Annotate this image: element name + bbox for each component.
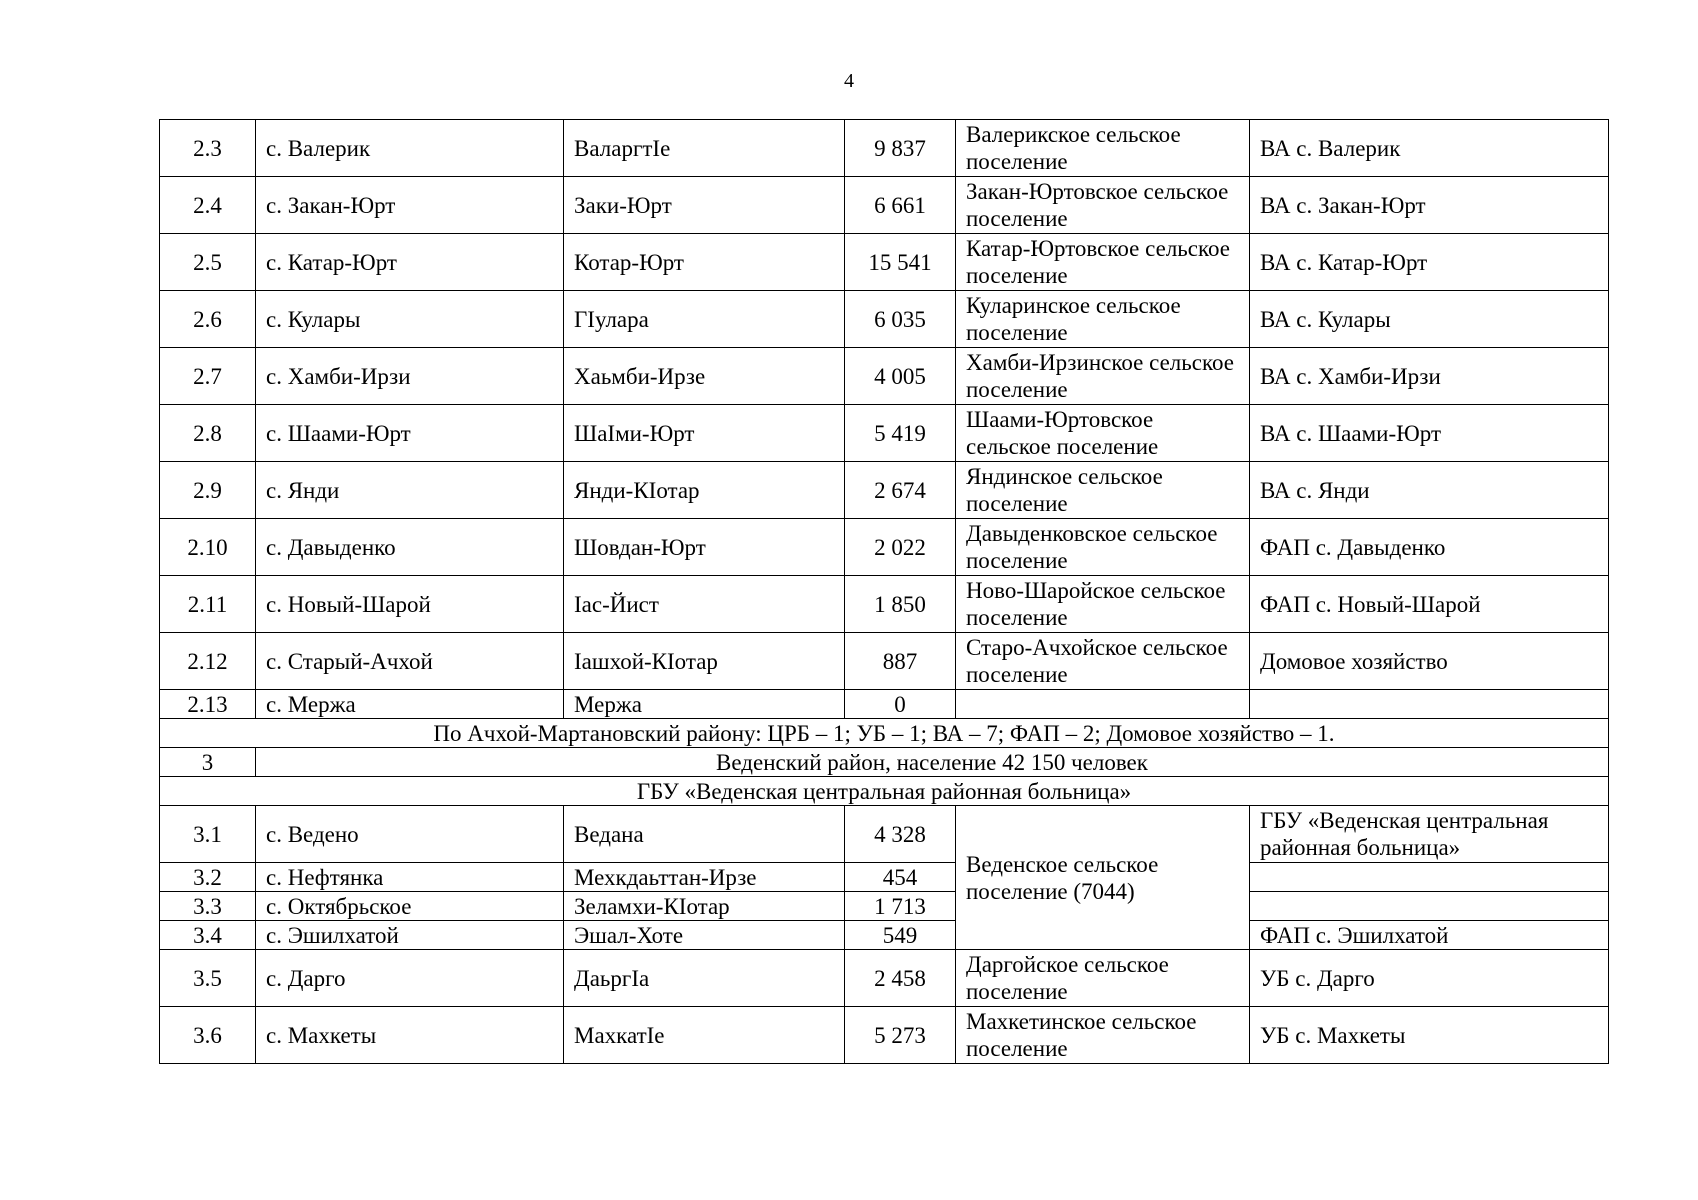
chechen-name: Заки-Юрт bbox=[564, 177, 845, 234]
table-row bbox=[160, 234, 1609, 291]
row-number: 3.3 bbox=[160, 892, 256, 921]
table-row bbox=[160, 1007, 1609, 1064]
hospital-header-row bbox=[160, 777, 1609, 806]
medical-facility bbox=[1250, 863, 1609, 892]
medical-facility bbox=[1250, 892, 1609, 921]
village-name: с. Мержа bbox=[256, 690, 564, 719]
medical-facility: Домовое хозяйство bbox=[1250, 633, 1609, 690]
municipality: Шаами-Юртовское сельское поселение bbox=[956, 405, 1250, 462]
medical-facility: ФАП с. Давыденко bbox=[1250, 519, 1609, 576]
municipality: Хамби-Ирзинское сельское поселение bbox=[956, 348, 1250, 405]
chechen-name: Зеламхи-КIотар bbox=[564, 892, 845, 921]
table-row bbox=[160, 177, 1609, 234]
municipality bbox=[956, 690, 1250, 719]
village-name: с. Закан-Юрт bbox=[256, 177, 564, 234]
village-name: с. Махкеты bbox=[256, 1007, 564, 1064]
village-name: с. Хамби-Ирзи bbox=[256, 348, 564, 405]
municipality: Закан-Юртовское сельское поселение bbox=[956, 177, 1250, 234]
population: 4 328 bbox=[845, 806, 956, 863]
village-name: с. Новый-Шарой bbox=[256, 576, 564, 633]
chechen-name: Котар-Юрт bbox=[564, 234, 845, 291]
chechen-name: Эшал-Хоте bbox=[564, 921, 845, 950]
population: 4 005 bbox=[845, 348, 956, 405]
population: 9 837 bbox=[845, 120, 956, 177]
row-number: 3.4 bbox=[160, 921, 256, 950]
page-number: 4 bbox=[844, 70, 854, 92]
row-number: 3.5 bbox=[160, 950, 256, 1007]
medical-facility: ВА с. Янди bbox=[1250, 462, 1609, 519]
chechen-name: ШаIми-Юрт bbox=[564, 405, 845, 462]
village-name: с. Кулары bbox=[256, 291, 564, 348]
village-name: с. Ведено bbox=[256, 806, 564, 863]
municipality: Катар-Юртовское сельское поселение bbox=[956, 234, 1250, 291]
population: 6 035 bbox=[845, 291, 956, 348]
municipality: Старо-Ачхойское сельское поселение bbox=[956, 633, 1250, 690]
municipality: Куларинское сельское поселение bbox=[956, 291, 1250, 348]
medical-facility: ВА с. Закан-Юрт bbox=[1250, 177, 1609, 234]
table-row bbox=[160, 348, 1609, 405]
medical-facility bbox=[1250, 690, 1609, 719]
medical-facility: ВА с. Катар-Юрт bbox=[1250, 234, 1609, 291]
chechen-name: МахкатIе bbox=[564, 1007, 845, 1064]
table-row bbox=[160, 120, 1609, 177]
municipality: Даргойское сельское поселение bbox=[956, 950, 1250, 1007]
table-row bbox=[160, 950, 1609, 1007]
village-name: с. Старый-Ачхой bbox=[256, 633, 564, 690]
row-number: 2.12 bbox=[160, 633, 256, 690]
population: 0 bbox=[845, 690, 956, 719]
table-row bbox=[160, 806, 1609, 863]
chechen-name: Iашхой-КIотар bbox=[564, 633, 845, 690]
chechen-name: Мехкдаьттан-Ирзе bbox=[564, 863, 845, 892]
row-number: 2.11 bbox=[160, 576, 256, 633]
chechen-name: ВаларгтIе bbox=[564, 120, 845, 177]
chechen-name: Янди-КIотар bbox=[564, 462, 845, 519]
row-number: 2.4 bbox=[160, 177, 256, 234]
row-number: 2.5 bbox=[160, 234, 256, 291]
chechen-name: Ведана bbox=[564, 806, 845, 863]
municipality: Валерикское сельское поселение bbox=[956, 120, 1250, 177]
medical-facility: УБ с. Дарго bbox=[1250, 950, 1609, 1007]
medical-facility: ВА с. Кулары bbox=[1250, 291, 1609, 348]
district-header-row bbox=[160, 748, 1609, 777]
municipality: Давыденковское сельское поселение bbox=[956, 519, 1250, 576]
population: 549 bbox=[845, 921, 956, 950]
village-name: с. Янди bbox=[256, 462, 564, 519]
settlements-table-body bbox=[160, 120, 1609, 1064]
village-name: с. Шаами-Юрт bbox=[256, 405, 564, 462]
village-name: с. Дарго bbox=[256, 950, 564, 1007]
row-number: 2.8 bbox=[160, 405, 256, 462]
population: 1 850 bbox=[845, 576, 956, 633]
table-row bbox=[160, 863, 1609, 892]
chechen-name: ДаьргIа bbox=[564, 950, 845, 1007]
medical-facility: ВА с. Хамби-Ирзи bbox=[1250, 348, 1609, 405]
table-row bbox=[160, 633, 1609, 690]
medical-facility: ФАП с. Эшилхатой bbox=[1250, 921, 1609, 950]
chechen-name: Iас-Йист bbox=[564, 576, 845, 633]
municipality: Ново-Шаройское сельское поселение bbox=[956, 576, 1250, 633]
chechen-name: ГIулара bbox=[564, 291, 845, 348]
row-number: 2.10 bbox=[160, 519, 256, 576]
medical-facility: УБ с. Махкеты bbox=[1250, 1007, 1609, 1064]
chechen-name: Шовдан-Юрт bbox=[564, 519, 845, 576]
hospital-title: ГБУ «Веденская центральная районная больница» bbox=[160, 777, 1609, 806]
district-title: Веденский район, население 42 150 человек bbox=[256, 748, 1609, 777]
district-summary-row bbox=[160, 719, 1609, 748]
chechen-name: Хаьмби-Ирзе bbox=[564, 348, 845, 405]
table-row bbox=[160, 462, 1609, 519]
row-number: 3.6 bbox=[160, 1007, 256, 1064]
village-name: с. Катар-Юрт bbox=[256, 234, 564, 291]
row-number: 2.9 bbox=[160, 462, 256, 519]
row-number: 2.6 bbox=[160, 291, 256, 348]
village-name: с. Валерик bbox=[256, 120, 564, 177]
population: 1 713 bbox=[845, 892, 956, 921]
medical-facility: ВА с. Валерик bbox=[1250, 120, 1609, 177]
population: 454 bbox=[845, 863, 956, 892]
row-number: 2.3 bbox=[160, 120, 256, 177]
population: 887 bbox=[845, 633, 956, 690]
population: 5 419 bbox=[845, 405, 956, 462]
table-row bbox=[160, 519, 1609, 576]
row-number: 3.1 bbox=[160, 806, 256, 863]
table-row bbox=[160, 291, 1609, 348]
settlements-table bbox=[159, 119, 1609, 1064]
medical-facility: ГБУ «Веденская центральная районная больница» bbox=[1250, 806, 1609, 863]
table-row bbox=[160, 921, 1609, 950]
municipality: Веденское сельское поселение (7044) bbox=[956, 806, 1250, 950]
row-number: 3.2 bbox=[160, 863, 256, 892]
village-name: с. Нефтянка bbox=[256, 863, 564, 892]
medical-facility: ФАП с. Новый-Шарой bbox=[1250, 576, 1609, 633]
chechen-name: Мержа bbox=[564, 690, 845, 719]
municipality: Яндинское сельское поселение bbox=[956, 462, 1250, 519]
population: 2 022 bbox=[845, 519, 956, 576]
table-row bbox=[160, 690, 1609, 719]
population: 5 273 bbox=[845, 1007, 956, 1064]
village-name: с. Эшилхатой bbox=[256, 921, 564, 950]
table-row bbox=[160, 576, 1609, 633]
row-number: 2.7 bbox=[160, 348, 256, 405]
population: 2 674 bbox=[845, 462, 956, 519]
population: 2 458 bbox=[845, 950, 956, 1007]
municipality: Махкетинское сельское поселение bbox=[956, 1007, 1250, 1064]
row-number: 2.13 bbox=[160, 690, 256, 719]
medical-facility: ВА с. Шаами-Юрт bbox=[1250, 405, 1609, 462]
population: 15 541 bbox=[845, 234, 956, 291]
district-number: 3 bbox=[160, 748, 256, 777]
population: 6 661 bbox=[845, 177, 956, 234]
district-summary: По Ачхой-Мартановский району: ЦРБ – 1; УБ – 1; ВА – 7; ФАП – 2; Домовое хозяйство – 1. bbox=[160, 719, 1609, 748]
village-name: с. Октябрьское bbox=[256, 892, 564, 921]
table-row bbox=[160, 892, 1609, 921]
table-row bbox=[160, 405, 1609, 462]
village-name: с. Давыденко bbox=[256, 519, 564, 576]
